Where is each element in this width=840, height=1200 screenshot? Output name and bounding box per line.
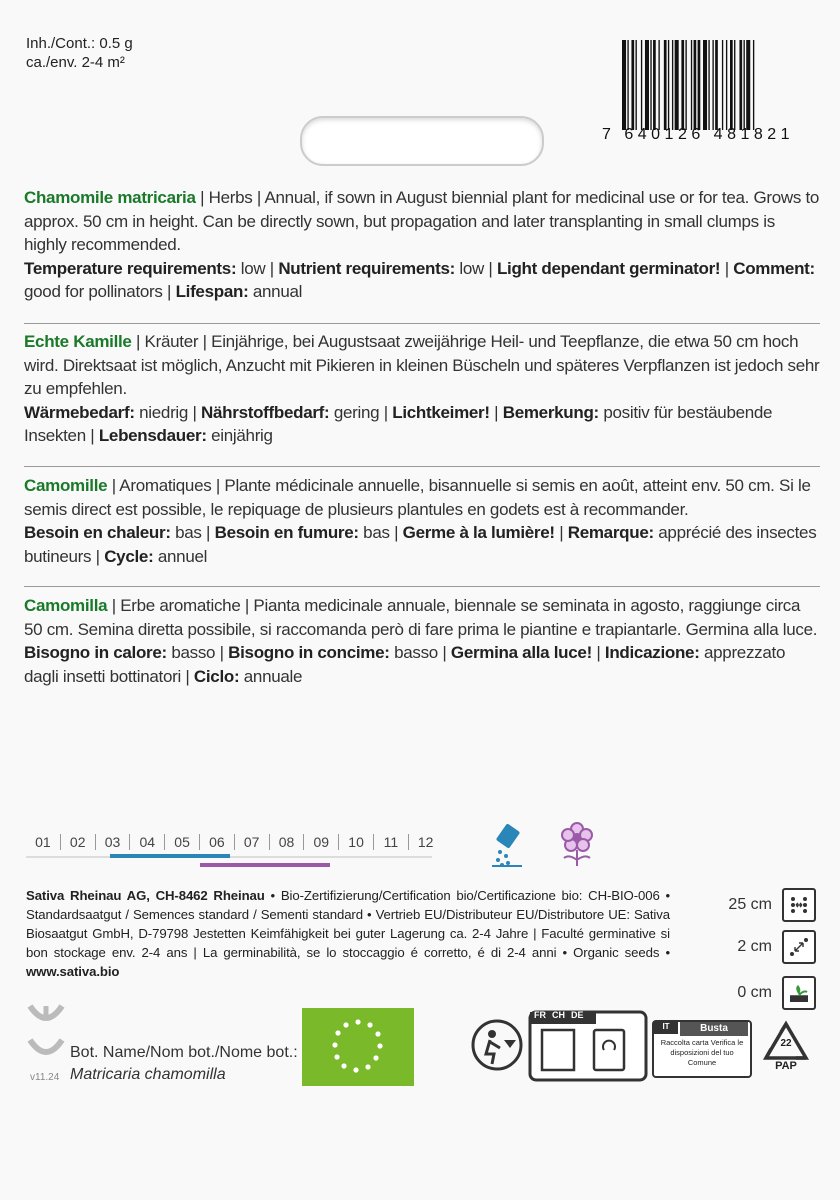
plant-spacing-spec: [737, 930, 816, 964]
barcode-bar: [653, 40, 656, 130]
value-nutrient: low |: [454, 258, 497, 278]
plant-spacing-value: 2 cm: [737, 938, 772, 955]
barcode-bar: [753, 40, 754, 130]
botanical-latin-name: Matricaria chamomilla: [70, 1066, 226, 1083]
label-calore: Bisogno in calore:: [24, 643, 167, 662]
label-remarque: Remarque:: [567, 523, 654, 542]
month-12: 12: [417, 834, 434, 850]
plant-title-de: Echte Kamille: [24, 332, 132, 351]
plant-title-fr: Camomille: [24, 476, 108, 495]
description-text-de: | Kräuter | Einjährige, bei Augustsaat zweijährige Heil- und Teepflanze, die etwa 50 cm hoch wird. Direktsaat ist möglich, Anzucht mit Pikieren in kleinen Büscheln und späteres Verpflanzen ist jedoch sehr zu empfehlen.: [24, 332, 820, 398]
value-indicazione: apprezzato dagli insetti bottinatori |: [24, 643, 786, 686]
barcode-bar: [636, 40, 637, 130]
row-spacing-spec: [728, 888, 816, 922]
value-light: |: [720, 258, 734, 278]
barcode-bar: [645, 40, 649, 130]
sowing-period-bar: [110, 854, 230, 858]
value-temperature: low |: [236, 258, 279, 278]
busta-label: Busta: [680, 1022, 748, 1036]
botanical-name: [70, 1042, 298, 1086]
description-it: [24, 594, 820, 688]
month-05: 05: [165, 834, 200, 850]
month-09: 09: [304, 834, 339, 850]
label-germina: Germina alla luce!: [450, 643, 592, 662]
company-text: • Bio-Zertifizierung/Certification bio/Certificazione bio: CH-BIO-006 • Standardsaatgut / Semences standard / Sementi standard • Vertrieb EU/Distributeur EU/Distributore UE: Sativa Biosaatgut GmbH, D-79798 Jestetten Keimfähigkeit bei guter Lagerung ca. 2-4 Jahre | Faculté germinative si bon stockage env. 2-4 ans | La germinabilità, se lo stoccaggio é corretto, é di 2-4 anni • Organic seeds •: [26, 888, 670, 960]
label-lichtkeimer: Lichtkeimer!: [392, 402, 490, 422]
barcode-bar: [739, 40, 742, 130]
description-text-it: | Erbe aromatiche | Pianta medicinale annuale, biennale se seminata in agosto, raggiunge circa 50 cm. Semina diretta possibile, si raccomanda però di fare prima le piantine e trapiantarle. Germina alla luce.: [24, 596, 818, 639]
label-cycle: Cycle:: [104, 546, 154, 566]
value-concime: basso |: [389, 643, 451, 662]
contents-info: [26, 34, 133, 72]
label-concime: Bisogno in concime:: [228, 643, 390, 662]
country-fr: FR: [534, 1010, 546, 1020]
barcode-bar: [622, 40, 626, 130]
value-naehrstoff: gering |: [329, 402, 393, 422]
description-en: [24, 186, 820, 304]
country-de: DE: [571, 1010, 584, 1020]
italian-recycling-label: [652, 1020, 752, 1078]
value-lifespan: annual: [248, 282, 303, 301]
plant-spacing-icon: [782, 930, 816, 964]
month-03: 03: [96, 834, 131, 850]
barcode-bar: [703, 40, 707, 130]
label-indicazione: Indicazione:: [604, 643, 700, 662]
barcode-bar: [658, 40, 659, 130]
value-lebensdauer: einjährig: [206, 426, 273, 445]
barcode: [620, 40, 820, 130]
sowing-depth-icon: [782, 976, 816, 1010]
description-fr: [24, 474, 820, 568]
value-germe: |: [554, 523, 568, 542]
country-recycling-icon: [528, 1010, 648, 1082]
month-01: 01: [26, 834, 61, 850]
barcode-bar: [730, 40, 733, 130]
hanger-slot: [300, 116, 544, 166]
barcode-bar: [631, 40, 634, 130]
month-06: 06: [200, 834, 235, 850]
barcode-bar: [698, 40, 701, 130]
row-spacing-value: 25 cm: [728, 896, 772, 913]
flowering-period-bar: [200, 863, 330, 867]
sowing-depth-spec: [737, 976, 816, 1010]
barcode-bar: [715, 40, 718, 130]
value-germina: |: [591, 643, 605, 662]
pap-label: PAP: [775, 1060, 797, 1072]
sowing-depth-value: 0 cm: [737, 984, 772, 1001]
month-08: 08: [270, 834, 305, 850]
barcode-bar: [685, 40, 686, 130]
watering-can-icon: [488, 822, 528, 868]
label-comment: Comment:: [733, 258, 815, 278]
sativa-logo-icon: [26, 1002, 66, 1068]
barcode-bar: [641, 40, 642, 130]
label-nutrient: Nutrient requirements:: [278, 258, 455, 278]
barcode-bar: [650, 40, 651, 130]
barcode-bar: [726, 40, 727, 130]
value-fumure: bas |: [358, 523, 403, 542]
label-fumure: Besoin en fumure:: [214, 523, 359, 542]
value-ciclo: annuale: [239, 666, 303, 686]
barcode-bar: [746, 40, 750, 130]
value-bemerkung: positiv für bestäubende Insekten |: [24, 402, 773, 445]
pap-number: 22: [780, 1038, 792, 1049]
barcode-bar: [664, 40, 667, 130]
barcode-number: 7 640126 481821: [602, 126, 795, 143]
description-text-en: | Herbs | Annual, if sown in August biennial plant for medicinal use or for tea. Grows to approx. 50 cm in height. Can be directly sown, but propagation and later transplanting in small clumps is highly recommended.: [24, 188, 820, 254]
company-website[interactable]: www.sativa.bio: [26, 964, 120, 979]
value-chaleur: bas |: [170, 523, 215, 542]
label-bemerkung: Bemerkung:: [502, 402, 599, 422]
value-waerme: niedrig |: [134, 402, 202, 422]
contents-area: ca./env. 2-4 m²: [26, 54, 125, 71]
barcode-bar: [708, 40, 709, 130]
barcode-bar: [744, 40, 745, 130]
country-codes: [534, 1010, 584, 1020]
barcode-bar: [691, 40, 692, 130]
plant-title-it: Camomilla: [24, 596, 108, 615]
divider: [24, 466, 820, 467]
label-naehrstoff: Nährstoffbedarf:: [201, 402, 330, 422]
month-04: 04: [130, 834, 165, 850]
description-text-fr: | Aromatiques | Plante médicinale annuelle, bisannuelle si semis en août, atteint env. 50 cm. Si le semis direct est possible, le repiquage de plusieurs plantules en godets est à recommander.: [24, 476, 811, 519]
company-info: [26, 886, 670, 981]
version-label: v11.24: [30, 1072, 60, 1083]
flower-icon: [556, 820, 598, 868]
divider: [24, 323, 820, 324]
value-calore: basso |: [166, 643, 229, 662]
botanical-label: Bot. Name/Nom bot./Nome bot.:: [70, 1044, 298, 1061]
value-comment: good for pollinators |: [24, 282, 176, 301]
barcode-bar: [712, 40, 713, 130]
label-lebensdauer: Lebensdauer:: [98, 426, 207, 445]
row-spacing-icon: [782, 888, 816, 922]
barcode-bar: [722, 40, 723, 130]
barcode-bar: [627, 40, 628, 130]
label-light: Light dependant germinator!: [496, 258, 721, 278]
barcode-bar: [675, 40, 679, 130]
barcode-bar: [694, 40, 697, 130]
label-germe: Germe à la lumière!: [402, 523, 555, 542]
label-lifespan: Lifespan:: [175, 282, 249, 301]
month-calendar: [26, 834, 443, 850]
country-ch: CH: [552, 1010, 565, 1020]
busta-text: Raccolta carta Verifica le disposizioni del tuo Comune: [660, 1038, 744, 1067]
contents-weight: Inh./Cont.: 0.5 g: [26, 35, 133, 52]
plant-title-en: Chamomile matricaria: [24, 188, 196, 207]
month-07: 07: [235, 834, 270, 850]
month-11: 11: [374, 834, 409, 850]
divider: [24, 586, 820, 587]
eu-organic-logo: [302, 1008, 414, 1086]
barcode-bar: [672, 40, 673, 130]
description-de: [24, 330, 820, 448]
triman-recycling-icon: [470, 1018, 524, 1072]
value-cycle: annuel: [153, 546, 208, 566]
month-02: 02: [61, 834, 96, 850]
barcode-bar: [681, 40, 684, 130]
value-remarque: apprécié des insectes butineurs |: [24, 523, 817, 566]
barcode-bar: [668, 40, 669, 130]
value-lichtkeimer: |: [489, 402, 503, 422]
company-name: Sativa Rheinau AG, CH-8462 Rheinau: [26, 888, 265, 903]
label-temperature: Temperature requirements:: [24, 258, 237, 278]
it-code: IT: [654, 1022, 678, 1034]
barcode-bar: [734, 40, 735, 130]
label-waerme: Wärmebedarf:: [24, 402, 135, 422]
month-10: 10: [339, 834, 374, 850]
label-chaleur: Besoin en chaleur:: [24, 523, 171, 542]
label-ciclo: Ciclo:: [193, 666, 240, 686]
